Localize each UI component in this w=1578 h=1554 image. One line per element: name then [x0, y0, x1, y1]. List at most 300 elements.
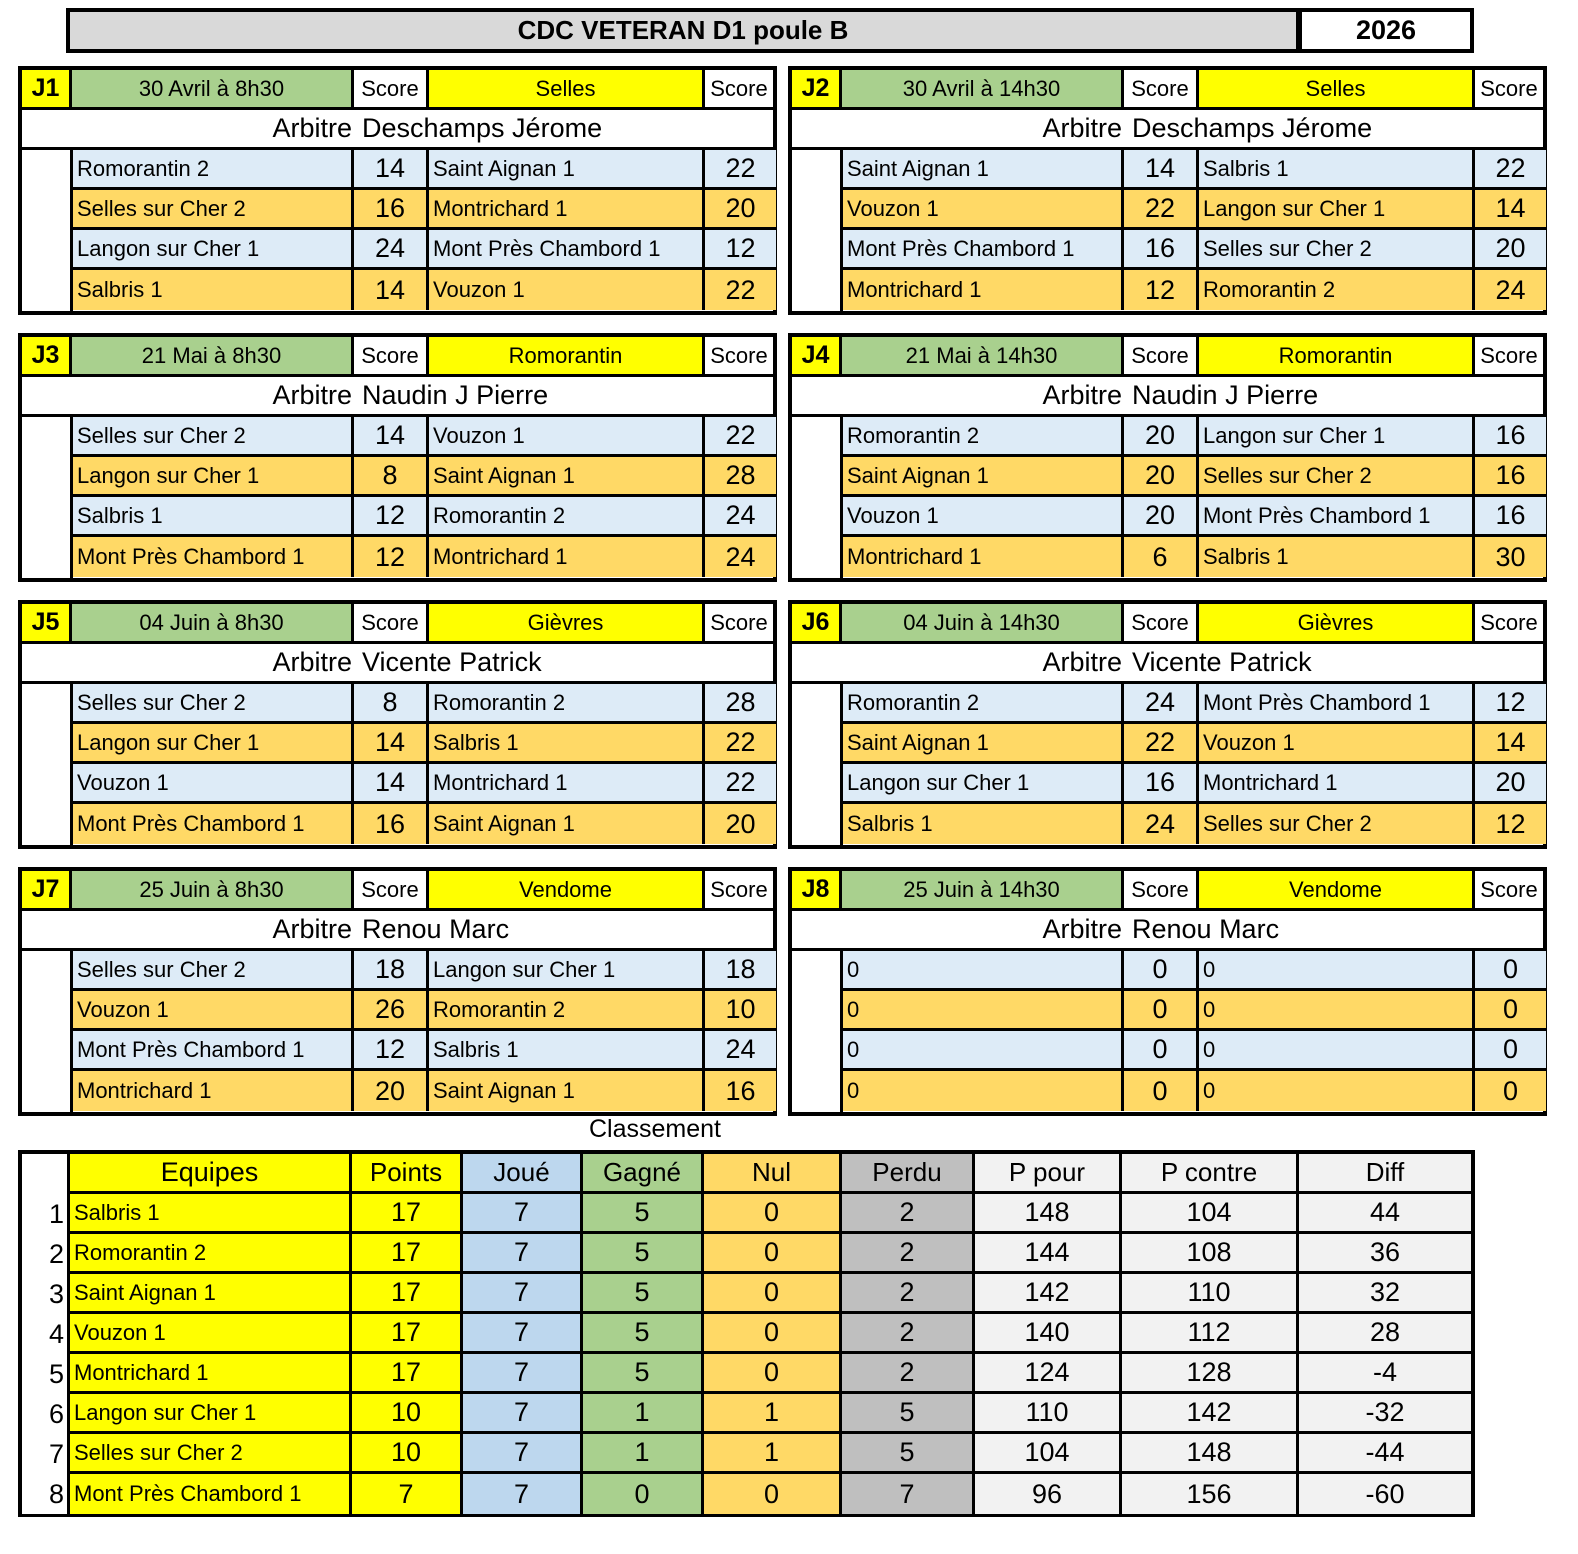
home-score: 16 — [1124, 764, 1199, 801]
drawn: 1 — [704, 1394, 842, 1434]
game-row — [73, 1031, 776, 1071]
home-score: 20 — [1124, 417, 1199, 454]
home-team: Langon sur Cher 1 — [73, 724, 354, 761]
away-score: 18 — [725, 954, 756, 984]
away-team: Selles sur Cher 2 — [1199, 230, 1475, 267]
games-list — [70, 417, 773, 578]
home-score: 12 — [354, 497, 429, 534]
home-score: 14 — [354, 270, 429, 310]
standings-row — [22, 1394, 1471, 1434]
round-date: 30 Avril à 14h30 — [842, 70, 1124, 110]
away-team: Saint Aignan 1 — [429, 457, 705, 494]
game-row — [73, 991, 776, 1031]
home-score: 16 — [354, 804, 429, 844]
away-score: 20 — [1495, 767, 1526, 797]
points: 17 — [352, 1194, 463, 1234]
difference: -4 — [1299, 1354, 1471, 1394]
home-score: 18 — [354, 951, 429, 988]
home-team: 0 — [843, 1071, 1124, 1111]
difference: -60 — [1299, 1474, 1471, 1514]
team-name: Salbris 1 — [70, 1194, 352, 1234]
referee-name: Deschamps Jérome — [362, 113, 603, 143]
round-block-j7 — [18, 867, 777, 1116]
home-score: 12 — [354, 1031, 429, 1068]
round-block-j3 — [18, 333, 777, 582]
played: 7 — [463, 1434, 583, 1474]
home-score: 14 — [354, 724, 429, 761]
score-header: Score — [1124, 337, 1199, 377]
points: 7 — [352, 1474, 463, 1514]
away-team: 0 — [1199, 1071, 1475, 1111]
round-id: J1 — [22, 70, 72, 110]
column-header-points: Points — [352, 1154, 463, 1194]
score-header: Score — [705, 337, 773, 377]
referee-row — [22, 644, 773, 684]
away-score: 14 — [1495, 193, 1526, 223]
drawn: 0 — [704, 1474, 842, 1514]
home-score: 20 — [1124, 497, 1199, 534]
game-row — [843, 764, 1546, 804]
referee-row — [792, 644, 1543, 684]
game-row — [843, 951, 1546, 991]
home-team: Montrichard 1 — [843, 270, 1124, 310]
away-score: 16 — [1495, 460, 1526, 490]
game-row — [843, 991, 1546, 1031]
difference: 44 — [1299, 1194, 1471, 1234]
round-venue: Vendome — [1199, 871, 1475, 911]
round-date: 04 Juin à 14h30 — [842, 604, 1124, 644]
referee-row — [792, 911, 1543, 951]
points-against: 108 — [1122, 1234, 1299, 1274]
standings-row — [22, 1474, 1471, 1514]
round-date: 30 Avril à 8h30 — [72, 70, 354, 110]
game-row — [73, 724, 776, 764]
standings-row — [22, 1274, 1471, 1314]
score-header: Score — [1124, 604, 1199, 644]
home-score: 6 — [1124, 537, 1199, 577]
team-name: Langon sur Cher 1 — [70, 1394, 352, 1434]
difference: 36 — [1299, 1234, 1471, 1274]
home-team: Langon sur Cher 1 — [843, 764, 1124, 801]
round-block-j5 — [18, 600, 777, 849]
drawn: 0 — [704, 1234, 842, 1274]
away-score: 22 — [725, 767, 756, 797]
away-team: Saint Aignan 1 — [429, 150, 705, 187]
column-header-p-contre: P contre — [1122, 1154, 1299, 1194]
away-team: Langon sur Cher 1 — [1199, 190, 1475, 227]
home-team: 0 — [843, 991, 1124, 1028]
standings-title: Classement — [589, 1115, 721, 1143]
rank: 5 — [22, 1354, 70, 1394]
played: 7 — [463, 1194, 583, 1234]
round-id: J7 — [22, 871, 72, 911]
column-header-p-pour: P pour — [975, 1154, 1122, 1194]
game-row — [73, 1071, 776, 1111]
home-score: 16 — [1124, 230, 1199, 267]
games-list — [840, 417, 1543, 578]
team-name: Selles sur Cher 2 — [70, 1434, 352, 1474]
home-score: 20 — [1124, 457, 1199, 494]
round-venue: Selles — [1199, 70, 1475, 110]
team-name: Romorantin 2 — [70, 1234, 352, 1274]
away-team: Salbris 1 — [1199, 150, 1475, 187]
team-name: Vouzon 1 — [70, 1314, 352, 1354]
season-year: 2026 — [1298, 8, 1474, 53]
away-score: 16 — [1495, 500, 1526, 530]
home-team: Selles sur Cher 2 — [73, 951, 354, 988]
round-block-j4 — [788, 333, 1547, 582]
lost: 5 — [842, 1394, 975, 1434]
points-for: 110 — [975, 1394, 1122, 1434]
home-score: 22 — [1124, 724, 1199, 761]
game-row — [843, 270, 1546, 310]
away-team: Romorantin 2 — [429, 497, 705, 534]
drawn: 0 — [704, 1354, 842, 1394]
round-venue: Gièvres — [429, 604, 705, 644]
away-score: 14 — [1495, 727, 1526, 757]
drawn: 1 — [704, 1434, 842, 1474]
game-row — [73, 537, 776, 577]
points-against: 142 — [1122, 1394, 1299, 1434]
standings-row — [22, 1314, 1471, 1354]
away-team: Montrichard 1 — [429, 764, 705, 801]
lost: 5 — [842, 1434, 975, 1474]
lost: 2 — [842, 1354, 975, 1394]
won: 5 — [583, 1274, 704, 1314]
standings-row — [22, 1234, 1471, 1274]
round-id: J3 — [22, 337, 72, 377]
page-title: CDC VETERAN D1 poule B — [66, 8, 1300, 53]
home-team: Mont Près Chambord 1 — [73, 804, 354, 844]
drawn: 0 — [704, 1314, 842, 1354]
game-row — [73, 951, 776, 991]
game-row — [843, 804, 1546, 844]
home-score: 24 — [1124, 804, 1199, 844]
away-team: 0 — [1199, 991, 1475, 1028]
home-score: 0 — [1124, 1071, 1199, 1111]
score-header: Score — [354, 337, 429, 377]
score-header: Score — [1475, 70, 1543, 110]
away-score: 16 — [725, 1075, 756, 1106]
home-score: 24 — [1124, 684, 1199, 721]
difference: -44 — [1299, 1434, 1471, 1474]
home-team: Salbris 1 — [73, 270, 354, 310]
away-score: 22 — [725, 274, 756, 305]
points-for: 142 — [975, 1274, 1122, 1314]
points: 10 — [352, 1434, 463, 1474]
game-row — [73, 190, 776, 230]
lost: 2 — [842, 1194, 975, 1234]
round-id: J6 — [792, 604, 842, 644]
away-team: Langon sur Cher 1 — [1199, 417, 1475, 454]
game-row — [843, 537, 1546, 577]
away-score: 24 — [1495, 274, 1526, 305]
round-venue: Romorantin — [1199, 337, 1475, 377]
game-row — [73, 417, 776, 457]
referee-label: Arbitre — [272, 914, 352, 944]
away-team: Saint Aignan 1 — [429, 804, 705, 844]
played: 7 — [463, 1354, 583, 1394]
game-row — [843, 1071, 1546, 1111]
home-score: 14 — [354, 150, 429, 187]
away-team: Mont Près Chambord 1 — [1199, 684, 1475, 721]
referee-row — [792, 110, 1543, 150]
referee-label: Arbitre — [1042, 380, 1122, 410]
away-team: Montrichard 1 — [1199, 764, 1475, 801]
rank: 2 — [22, 1234, 70, 1274]
rank: 7 — [22, 1434, 70, 1474]
home-team: Saint Aignan 1 — [843, 724, 1124, 761]
referee-label: Arbitre — [1042, 647, 1122, 677]
round-id: J4 — [792, 337, 842, 377]
round-date: 25 Juin à 8h30 — [72, 871, 354, 911]
points-against: 104 — [1122, 1194, 1299, 1234]
away-score: 20 — [725, 193, 756, 223]
away-team: Salbris 1 — [1199, 537, 1475, 577]
rank-header — [22, 1154, 70, 1194]
game-row — [843, 190, 1546, 230]
drawn: 0 — [704, 1274, 842, 1314]
game-row — [73, 804, 776, 844]
rank: 3 — [22, 1274, 70, 1314]
home-score: 14 — [354, 417, 429, 454]
away-team: Vouzon 1 — [429, 270, 705, 310]
home-score: 26 — [354, 991, 429, 1028]
referee-name: Deschamps Jérome — [1132, 113, 1373, 143]
rank: 8 — [22, 1474, 70, 1514]
round-date: 21 Mai à 8h30 — [72, 337, 354, 377]
away-score: 12 — [1495, 808, 1526, 839]
home-team: Langon sur Cher 1 — [73, 230, 354, 267]
home-team: Montrichard 1 — [843, 537, 1124, 577]
home-team: Saint Aignan 1 — [843, 150, 1124, 187]
home-team: Selles sur Cher 2 — [73, 190, 354, 227]
away-team: Montrichard 1 — [429, 190, 705, 227]
game-row — [843, 684, 1546, 724]
games-list — [840, 150, 1543, 311]
won: 0 — [583, 1474, 704, 1514]
game-row — [73, 684, 776, 724]
referee-name: Renou Marc — [1132, 914, 1280, 944]
away-team: Salbris 1 — [429, 724, 705, 761]
standings-table — [18, 1150, 1475, 1517]
home-team: Vouzon 1 — [843, 190, 1124, 227]
score-header: Score — [1124, 871, 1199, 911]
team-name: Saint Aignan 1 — [70, 1274, 352, 1314]
points: 17 — [352, 1354, 463, 1394]
played: 7 — [463, 1394, 583, 1434]
points-against: 148 — [1122, 1434, 1299, 1474]
standings-row — [22, 1354, 1471, 1394]
game-row — [73, 497, 776, 537]
home-score: 0 — [1124, 1031, 1199, 1068]
points-against: 128 — [1122, 1354, 1299, 1394]
away-score: 10 — [725, 994, 756, 1024]
round-id: J2 — [792, 70, 842, 110]
games-list — [840, 951, 1543, 1112]
away-score: 22 — [1495, 153, 1526, 183]
home-team: Vouzon 1 — [843, 497, 1124, 534]
away-team: Romorantin 2 — [1199, 270, 1475, 310]
games-list — [840, 684, 1543, 845]
away-score: 22 — [725, 727, 756, 757]
away-score: 0 — [1502, 1075, 1519, 1106]
away-score: 20 — [1495, 233, 1526, 263]
home-team: Saint Aignan 1 — [843, 457, 1124, 494]
points: 17 — [352, 1274, 463, 1314]
column-header-gagne: Gagné — [583, 1154, 704, 1194]
home-team: Mont Près Chambord 1 — [73, 1031, 354, 1068]
home-team: Mont Près Chambord 1 — [843, 230, 1124, 267]
round-id: J8 — [792, 871, 842, 911]
away-team: Romorantin 2 — [429, 684, 705, 721]
games-list — [70, 150, 773, 311]
rank: 4 — [22, 1314, 70, 1354]
referee-label: Arbitre — [272, 113, 352, 143]
won: 1 — [583, 1394, 704, 1434]
points-for: 140 — [975, 1314, 1122, 1354]
won: 5 — [583, 1194, 704, 1234]
score-header: Score — [354, 871, 429, 911]
away-team: 0 — [1199, 1031, 1475, 1068]
round-venue: Gièvres — [1199, 604, 1475, 644]
away-score: 0 — [1502, 954, 1519, 984]
points: 17 — [352, 1314, 463, 1354]
score-header: Score — [354, 70, 429, 110]
difference: 28 — [1299, 1314, 1471, 1354]
away-score: 22 — [725, 153, 756, 183]
game-row — [73, 457, 776, 497]
referee-row — [22, 911, 773, 951]
points-against: 156 — [1122, 1474, 1299, 1514]
lost: 2 — [842, 1234, 975, 1274]
standings-header-row — [22, 1154, 1471, 1194]
drawn: 0 — [704, 1194, 842, 1234]
away-team: Salbris 1 — [429, 1031, 705, 1068]
home-score: 8 — [354, 457, 429, 494]
points-for: 104 — [975, 1434, 1122, 1474]
game-row — [843, 417, 1546, 457]
points: 10 — [352, 1394, 463, 1434]
score-header: Score — [705, 604, 773, 644]
round-date: 25 Juin à 14h30 — [842, 871, 1124, 911]
played: 7 — [463, 1274, 583, 1314]
away-score: 16 — [1495, 420, 1526, 450]
rank: 1 — [22, 1194, 70, 1234]
away-score: 12 — [725, 233, 756, 263]
round-block-j2 — [788, 66, 1547, 315]
column-header-nul: Nul — [704, 1154, 842, 1194]
away-score: 20 — [725, 808, 756, 839]
home-score: 8 — [354, 684, 429, 721]
referee-row — [22, 377, 773, 417]
game-row — [843, 150, 1546, 190]
points-for: 96 — [975, 1474, 1122, 1514]
round-id: J5 — [22, 604, 72, 644]
game-row — [73, 270, 776, 310]
away-team: Mont Près Chambord 1 — [1199, 497, 1475, 534]
won: 1 — [583, 1434, 704, 1474]
home-team: Selles sur Cher 2 — [73, 684, 354, 721]
team-name: Montrichard 1 — [70, 1354, 352, 1394]
game-row — [73, 150, 776, 190]
score-header: Score — [1475, 337, 1543, 377]
away-score: 24 — [725, 541, 756, 572]
home-team: Romorantin 2 — [73, 150, 354, 187]
game-row — [843, 457, 1546, 497]
column-header-joue: Joué — [463, 1154, 583, 1194]
home-team: 0 — [843, 951, 1124, 988]
game-row — [843, 724, 1546, 764]
away-team: Selles sur Cher 2 — [1199, 804, 1475, 844]
column-header-equipes: Equipes — [70, 1154, 352, 1194]
referee-row — [22, 110, 773, 150]
game-row — [843, 230, 1546, 270]
lost: 2 — [842, 1314, 975, 1354]
round-block-j8 — [788, 867, 1547, 1116]
played: 7 — [463, 1314, 583, 1354]
won: 5 — [583, 1354, 704, 1394]
points-against: 112 — [1122, 1314, 1299, 1354]
referee-label: Arbitre — [1042, 113, 1122, 143]
away-team: Saint Aignan 1 — [429, 1071, 705, 1111]
round-date: 04 Juin à 8h30 — [72, 604, 354, 644]
home-score: 14 — [354, 764, 429, 801]
won: 5 — [583, 1234, 704, 1274]
round-block-j1 — [18, 66, 777, 315]
points-against: 110 — [1122, 1274, 1299, 1314]
home-team: Vouzon 1 — [73, 764, 354, 801]
game-row — [843, 497, 1546, 537]
home-team: 0 — [843, 1031, 1124, 1068]
score-header: Score — [1124, 70, 1199, 110]
home-score: 0 — [1124, 951, 1199, 988]
game-row — [843, 1031, 1546, 1071]
round-venue: Romorantin — [429, 337, 705, 377]
games-list — [70, 684, 773, 845]
referee-name: Naudin J Pierre — [1132, 380, 1319, 410]
points: 17 — [352, 1234, 463, 1274]
game-row — [73, 230, 776, 270]
away-score: 12 — [1495, 687, 1526, 717]
home-team: Salbris 1 — [73, 497, 354, 534]
score-header: Score — [1475, 604, 1543, 644]
difference: -32 — [1299, 1394, 1471, 1434]
home-team: Salbris 1 — [843, 804, 1124, 844]
referee-row — [792, 377, 1543, 417]
home-score: 14 — [1124, 150, 1199, 187]
round-venue: Vendome — [429, 871, 705, 911]
difference: 32 — [1299, 1274, 1471, 1314]
referee-name: Vicente Patrick — [1132, 647, 1312, 677]
home-score: 12 — [1124, 270, 1199, 310]
referee-name: Renou Marc — [362, 914, 510, 944]
away-score: 28 — [725, 687, 756, 717]
referee-label: Arbitre — [272, 380, 352, 410]
away-team: Vouzon 1 — [1199, 724, 1475, 761]
score-header: Score — [354, 604, 429, 644]
away-team: Romorantin 2 — [429, 991, 705, 1028]
away-score: 0 — [1502, 994, 1519, 1024]
away-team: Vouzon 1 — [429, 417, 705, 454]
away-score: 24 — [725, 1034, 756, 1064]
standings-row — [22, 1194, 1471, 1234]
referee-label: Arbitre — [272, 647, 352, 677]
round-date: 21 Mai à 14h30 — [842, 337, 1124, 377]
home-score: 20 — [354, 1071, 429, 1111]
home-team: Mont Près Chambord 1 — [73, 537, 354, 577]
away-score: 28 — [725, 460, 756, 490]
